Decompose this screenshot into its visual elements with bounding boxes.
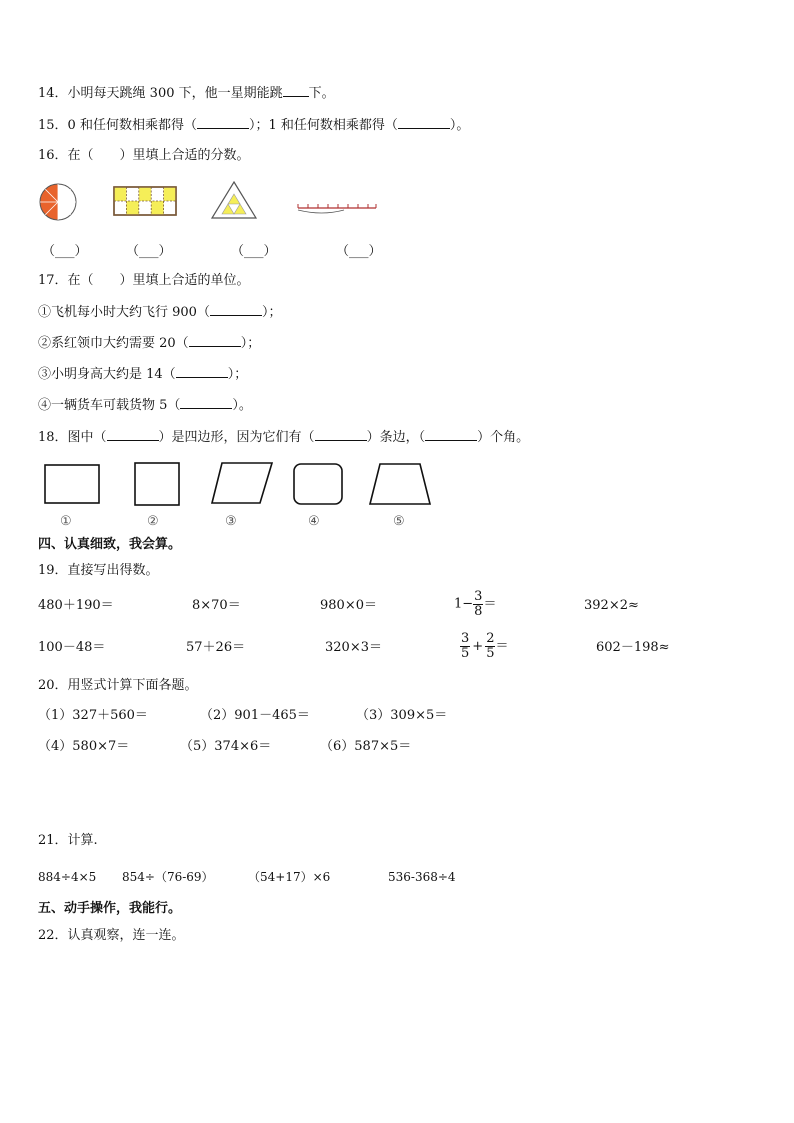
plus-sign: + [472,638,484,654]
question-20: 20．用竖式计算下面各题。 [38,678,198,693]
q17-item-text: ②系红领巾大约需要 20（ [38,336,189,351]
circle-fraction-figure [38,182,78,222]
numerator: 3 [474,589,483,604]
vertical-calc-item: （4）580×7＝ [38,739,130,754]
question-15 [38,116,469,134]
shape-trapezoid [370,464,430,504]
section-4-heading: 四、认真细致，我会算。 [38,537,182,552]
q14-text: 14．小明每天跳绳 300 下，他一星期能跳 [38,86,283,101]
grid-fraction-figure [112,185,178,217]
shape-label-1: ① [60,514,72,529]
shape-rounded-rectangle [294,464,342,504]
denominator: 5 [486,646,495,661]
vertical-calc-item: （6）587×5＝ [320,739,412,754]
answer-blank[interactable] [283,84,309,97]
q17-item-end: ）； [261,305,282,320]
q17-item-1 [38,303,281,321]
question-22: 22．认真观察，连一连。 [38,928,185,943]
numerator: 3 [461,631,470,646]
question-19: 19．直接写出得数。 [38,563,159,578]
q16-text: 16．在（ ）里填上合适的分数。 [38,148,250,163]
denominator: 5 [461,646,470,661]
section-5-heading: 五、动手操作，我能行。 [38,901,182,916]
q15-text-b: ）；1 和任何数相乘都得（ [248,118,398,133]
answer-blank[interactable] [197,116,249,129]
q17-item-end: ）； [240,336,261,351]
calc-item: 854÷（76-69） [122,870,214,884]
q17-item-2 [38,334,260,352]
fraction [473,590,483,619]
answer-blank[interactable] [189,334,241,347]
question-17 [38,273,250,289]
answer-blank[interactable] [176,365,228,378]
question-14 [38,84,335,102]
answer-blank[interactable] [210,303,262,316]
answer-blank[interactable] [180,396,232,409]
calc-item: 57＋26＝ [186,640,246,655]
q18-text-c: ）条边，（ [366,430,426,445]
question-18 [38,428,529,446]
q14-suffix: 下。 [308,86,335,101]
calc-item-fraction [454,590,496,619]
denominator: 8 [474,604,483,619]
shape-label-4: ④ [308,514,320,529]
shape-rectangle [45,465,99,503]
q15-text-c: ）。 [449,118,470,133]
calc-item: 980×0＝ [320,598,377,613]
calc-item: 8×70＝ [192,598,241,613]
answer-paren-1[interactable]: （___） [42,244,88,259]
shape-label-2: ② [147,514,159,529]
triangle-fraction-figure [210,180,258,220]
shape-label-3: ③ [225,514,237,529]
calc-item: （54+17）×6 [248,870,331,884]
question-21: 21．计算. [38,833,98,848]
shape-label-5: ⑤ [393,514,405,529]
q17-title: 17．在（ ）里填上合适的单位。 [38,273,250,288]
frac-lead: 1− [454,596,474,612]
q17-item-end: ）。 [232,398,252,413]
answer-blank[interactable] [398,116,450,129]
q18-text-d: ）个角。 [477,430,530,445]
numerator: 2 [486,631,495,646]
q17-item-4 [38,396,252,414]
q18-text-a: 18．图中（ [38,430,107,445]
calc-item: 100－48＝ [38,640,106,655]
fraction [460,632,470,661]
vertical-calc-item: （1）327＋560＝ [38,708,148,723]
shape-parallelogram [212,463,272,503]
fraction [485,632,495,661]
calc-item: 884÷4×5 [38,870,97,884]
vertical-calc-item: （3）309×5＝ [356,708,448,723]
q17-item-3 [38,365,247,383]
calc-item: 392×2≈ [584,598,639,613]
calc-item: 480＋190＝ [38,598,114,613]
answer-paren-2[interactable]: （___） [126,244,172,259]
number-line-figure [296,200,378,216]
q17-item-text: ④一辆货车可载货物 5（ [38,398,181,413]
vertical-calc-item: （2）901－465＝ [200,708,310,723]
answer-paren-4[interactable]: （___） [336,244,382,259]
q17-item-text: ①飞机每小时大约飞行 900（ [38,305,210,320]
q15-text-a: 15．0 和任何数相乘都得（ [38,118,197,133]
frac-tail: ＝ [483,596,497,612]
answer-paren-3[interactable]: （___） [231,244,277,259]
q17-item-text: ③小明身高大约是 14（ [38,367,176,382]
shape-square [135,463,179,505]
answer-blank[interactable] [107,428,159,441]
frac-tail: ＝ [495,638,509,654]
q18-text-b: ）是四边形，因为它们有（ [158,430,315,445]
answer-blank[interactable] [425,428,477,441]
quadrilateral-shapes [40,460,440,510]
q17-item-end: ）； [227,367,248,382]
calc-item: 320×3＝ [325,640,382,655]
question-16 [38,148,250,164]
vertical-calc-item: （5）374×6＝ [180,739,272,754]
calc-item: 602－198≈ [596,640,670,655]
calc-item: 536-368÷4 [388,870,456,884]
calc-item-fraction-sum [460,632,508,661]
answer-blank[interactable] [315,428,367,441]
